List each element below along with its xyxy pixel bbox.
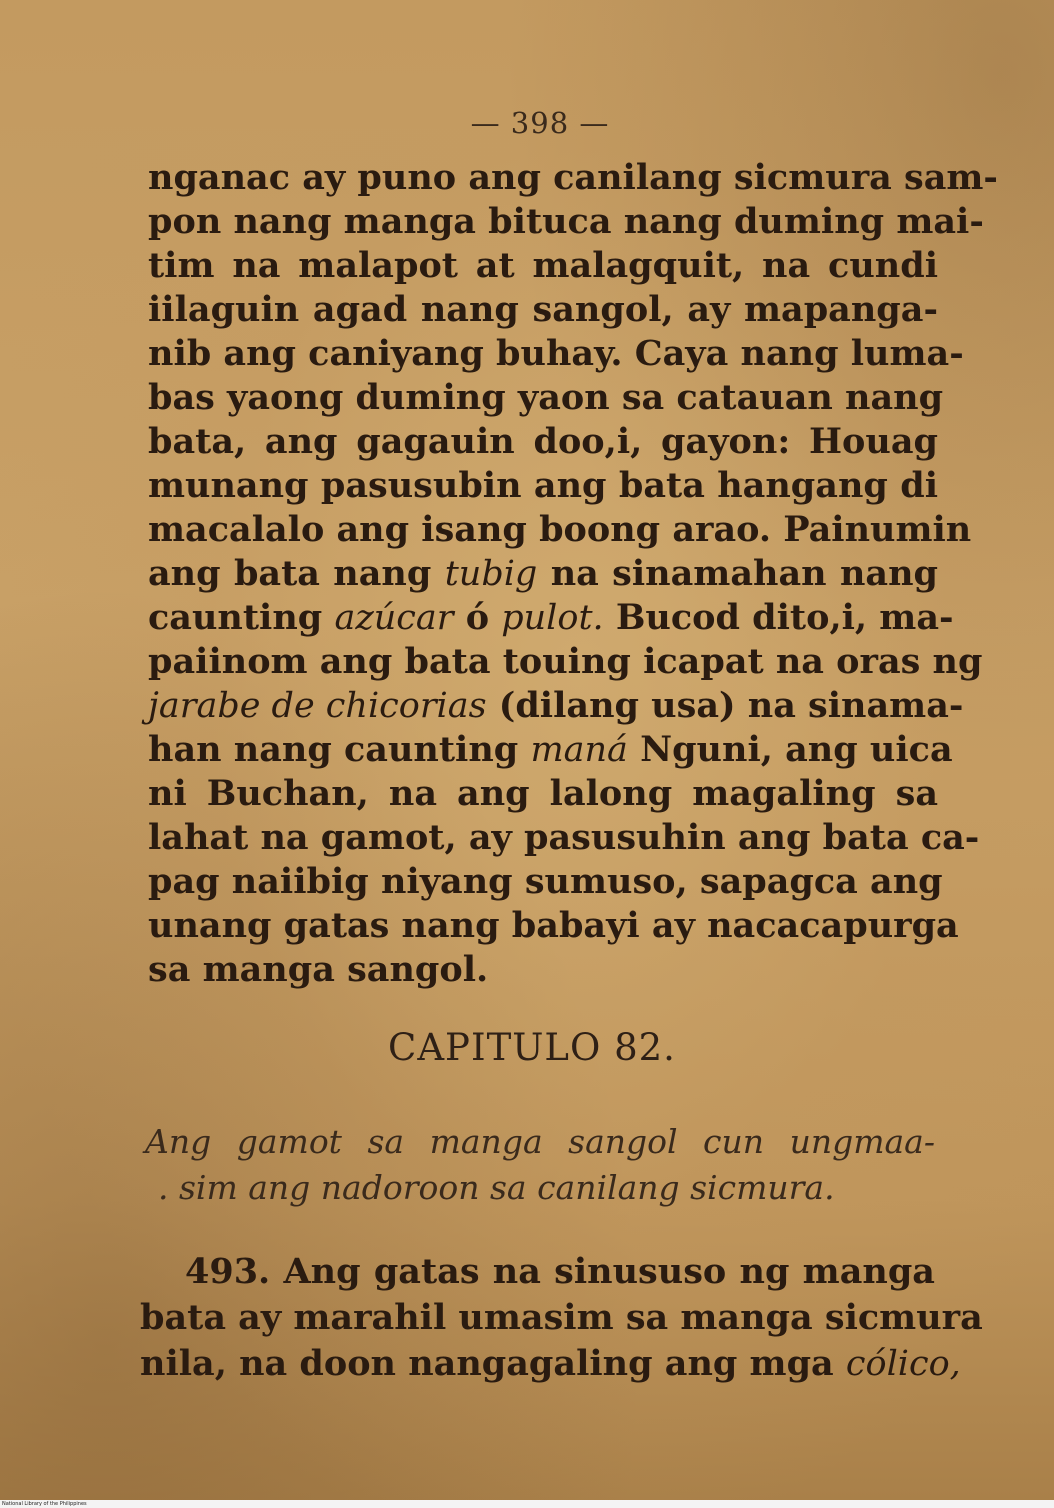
body-line-6: bas yaong duming yaon sa catauan nang	[148, 377, 944, 418]
para-last-pre: nila, na doon nangagaling ang mga	[140, 1343, 846, 1384]
line14-post: Nguni, ang uica	[627, 729, 953, 770]
body-line-12: paiinom ang bata touing icapat na oras ng	[148, 641, 983, 682]
body-line-10	[148, 552, 938, 596]
italic-term-jarabe: jarabe de chicorias	[148, 686, 487, 726]
italic-term-tubig: tubig	[444, 554, 538, 594]
body-line-18: unang gatas nang babayi ay nacacapurga	[148, 905, 959, 946]
body-line-15: ni Buchan, na ang lalong magaling sa	[148, 773, 938, 814]
body-line-17: pag naiibig niyang sumuso, sapagca ang	[148, 861, 943, 902]
body-line-16: lahat na gamot, ay pasusuhin ang bata ca-	[148, 817, 980, 858]
line13-post: (dilang usa) na sinama-	[486, 685, 964, 726]
italic-term-colico: cólico,	[845, 1344, 961, 1384]
line11-mid: ó	[453, 597, 502, 638]
paragraph-493-line-3	[140, 1342, 961, 1386]
body-line-1: nganac ay puno ang canilang sicmura sam-	[148, 157, 998, 198]
body-line-9: macalalo ang isang boong arao. Painumin	[148, 509, 972, 550]
line11-post: Bucod dito,i, ma-	[603, 597, 954, 638]
body-line-11	[148, 596, 954, 640]
chapter-subtitle-line-2: . sim ang nadoroon sa canilang sicmura.	[158, 1168, 835, 1207]
body-line-13	[148, 684, 964, 728]
footer-strip	[0, 1500, 1054, 1508]
chapter-subtitle-line-1: Ang gamot sa manga sangol cun ungmaa-	[145, 1122, 935, 1161]
italic-term-mana: maná	[530, 730, 628, 770]
italic-term-azucar: azúcar	[334, 598, 454, 638]
body-line-3: tim na malapot at malagquit, na cundi	[148, 245, 938, 286]
line10-pre: ang bata nang	[148, 553, 445, 594]
paragraph-493-line-1: 493. Ang gatas na sinususo ng manga	[185, 1251, 935, 1292]
library-credit: National Library of the Philippines	[2, 1501, 87, 1507]
body-line-5: nib ang caniyang buhay. Caya nang luma-	[148, 333, 964, 374]
line11-pre: caunting	[148, 597, 335, 638]
paragraph-493-line-2: bata ay marahil umasim sa manga sicmura	[140, 1297, 983, 1338]
body-line-4: iilaguin agad nang sangol, ay mapanga-	[148, 289, 938, 330]
chapter-title: CAPITULO 82.	[388, 1026, 676, 1069]
line14-pre: han nang caunting	[148, 729, 531, 770]
page-number: — 398 —	[470, 106, 610, 140]
body-line-14	[148, 728, 953, 772]
body-line-2: pon nang manga bituca nang duming mai-	[148, 201, 984, 242]
body-line-7: bata, ang gagauin doo,i, gayon: Houag	[148, 421, 938, 462]
line10-post: na sinamahan nang	[537, 553, 938, 594]
body-line-19: sa manga sangol.	[148, 949, 489, 990]
italic-term-pulot: pulot.	[501, 598, 604, 638]
body-line-8: munang pasusubin ang bata hangang di	[148, 465, 938, 506]
